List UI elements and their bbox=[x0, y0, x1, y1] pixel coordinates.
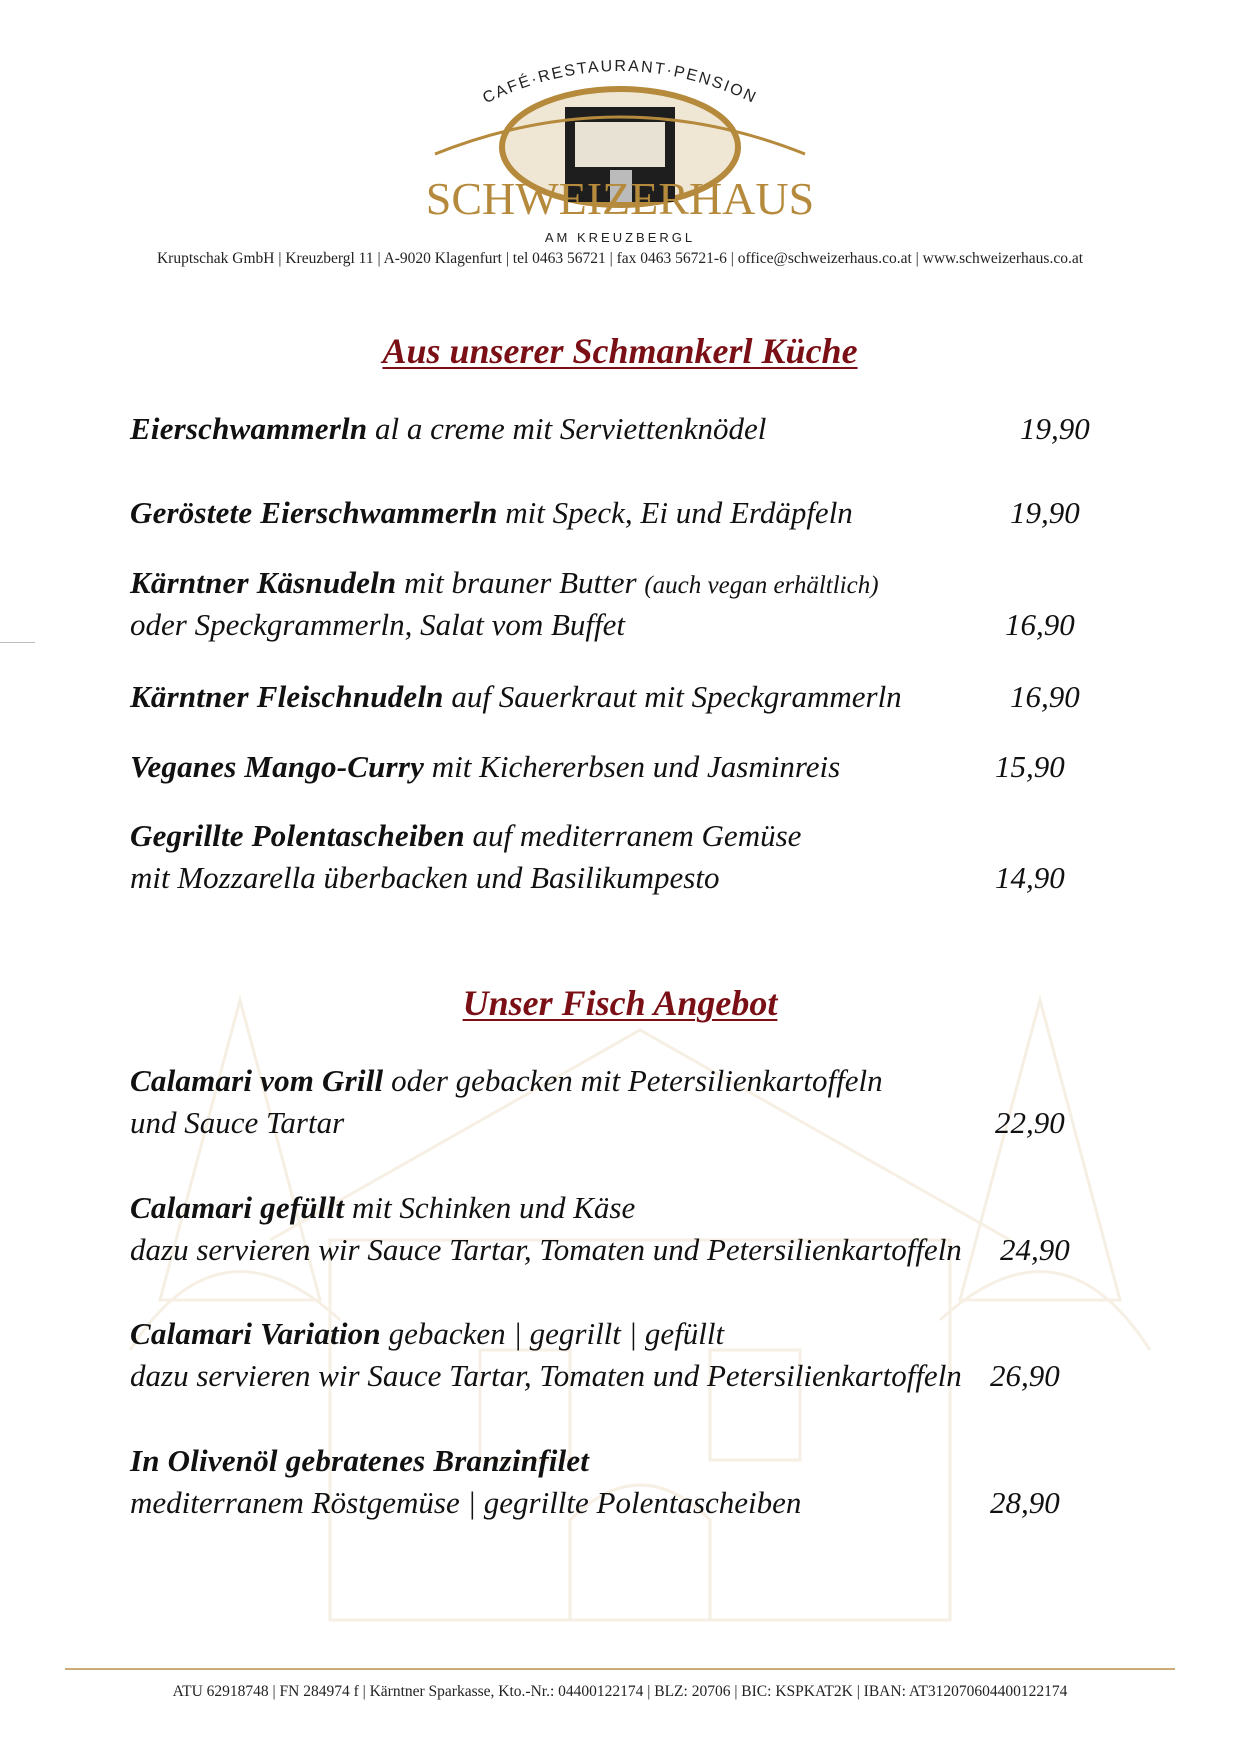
side-mark bbox=[0, 642, 35, 643]
menu-item bbox=[130, 1440, 1110, 1524]
item-price: 24,90 bbox=[1000, 1232, 1070, 1267]
item-desc-2: oder Speckgrammerln, Salat vom Buffet bbox=[130, 607, 626, 642]
item-name: Kärntner Käsnudeln bbox=[130, 565, 397, 600]
menu-item bbox=[130, 815, 1110, 899]
item-price: 19,90 bbox=[1010, 495, 1080, 530]
item-desc: auf mediterranem Gemüse bbox=[472, 818, 802, 853]
menu-item bbox=[130, 676, 1110, 718]
item-desc-2: dazu servieren wir Sauce Tartar, Tomaten und Petersilienkartoffeln bbox=[130, 1358, 962, 1393]
item-note: (auch vegan erhältlich) bbox=[644, 572, 879, 599]
menu-item bbox=[130, 1313, 1110, 1397]
item-price: 19,90 bbox=[1020, 411, 1090, 446]
item-desc-2: und Sauce Tartar bbox=[130, 1105, 345, 1140]
logo-subtitle: AM KREUZBERGL bbox=[544, 230, 696, 245]
item-price: 16,90 bbox=[1005, 607, 1075, 642]
menu-item bbox=[130, 1060, 1110, 1144]
item-desc: auf Sauerkraut mit Speckgrammerln bbox=[451, 679, 902, 714]
item-price: 22,90 bbox=[995, 1105, 1065, 1140]
item-desc: oder gebacken mit Petersilienkartoffeln bbox=[391, 1063, 883, 1098]
menu-item bbox=[130, 746, 1110, 788]
schweizerhaus-logo bbox=[415, 52, 825, 252]
item-desc: mit brauner Butter bbox=[404, 565, 637, 600]
contact-line: Kruptschak GmbH | Kreuzbergl 11 | A-9020 Klagenfurt | tel 0463 56721 | fax 0463 56721-6 | office@schweizerhaus.co.at | www.schweizerhaus.co.at bbox=[156, 250, 1084, 267]
item-desc: mit Kichererbsen und Jasminreis bbox=[431, 749, 841, 784]
item-desc-2: mediterranem Röstgemüse | gegrillte Polentascheiben bbox=[130, 1485, 802, 1520]
section-title-fisch: Unser Fisch Angebot bbox=[462, 983, 778, 1023]
section-title-kueche: Aus unserer Schmankerl Küche bbox=[382, 331, 858, 371]
item-name: Kärntner Fleischnudeln bbox=[130, 679, 444, 714]
item-price: 28,90 bbox=[990, 1485, 1060, 1520]
item-price: 26,90 bbox=[990, 1358, 1060, 1393]
footer-rule bbox=[65, 1668, 1175, 1670]
item-desc: mit Speck, Ei und Erdäpfeln bbox=[505, 495, 853, 530]
item-price: 15,90 bbox=[995, 749, 1065, 784]
item-desc-2: mit Mozzarella überbacken und Basilikumpesto bbox=[130, 860, 720, 895]
menu-item bbox=[130, 562, 1110, 646]
item-name: Calamari Variation bbox=[130, 1316, 381, 1351]
item-name: Veganes Mango-Curry bbox=[130, 749, 425, 784]
menu-item bbox=[130, 492, 1110, 534]
item-price: 16,90 bbox=[1010, 679, 1080, 714]
footer-bank-details: ATU 62918748 | FN 284974 f | Kärntner Sparkasse, Kto.-Nr.: 04400122174 | BLZ: 20706 | BIC: KSPKAT2K | IBAN: AT312070604400122174 bbox=[172, 1683, 1068, 1700]
menu-item bbox=[130, 1187, 1110, 1271]
item-desc: gebacken | gegrillt | gefüllt bbox=[388, 1316, 725, 1351]
item-name: Calamari gefüllt bbox=[130, 1190, 345, 1225]
menu-item bbox=[130, 408, 1110, 450]
item-desc: mit Schinken und Käse bbox=[351, 1190, 636, 1225]
logo-brand: SCHWEIZERHAUS bbox=[425, 173, 815, 224]
item-desc: al a creme mit Serviettenknödel bbox=[375, 411, 767, 446]
item-name: Eierschwammerln bbox=[130, 411, 368, 446]
logo-arc-text: CAFÉ·RESTAURANT·PENSION bbox=[480, 57, 760, 108]
item-price: 14,90 bbox=[995, 860, 1065, 895]
item-name: Calamari vom Grill bbox=[130, 1063, 384, 1098]
item-desc-2: dazu servieren wir Sauce Tartar, Tomaten und Petersilienkartoffeln bbox=[130, 1232, 962, 1267]
item-name: Geröstete Eierschwammerln bbox=[130, 495, 498, 530]
item-name: Gegrillte Polentascheiben bbox=[130, 818, 465, 853]
item-name: In Olivenöl gebratenes Branzinfilet bbox=[130, 1443, 590, 1478]
